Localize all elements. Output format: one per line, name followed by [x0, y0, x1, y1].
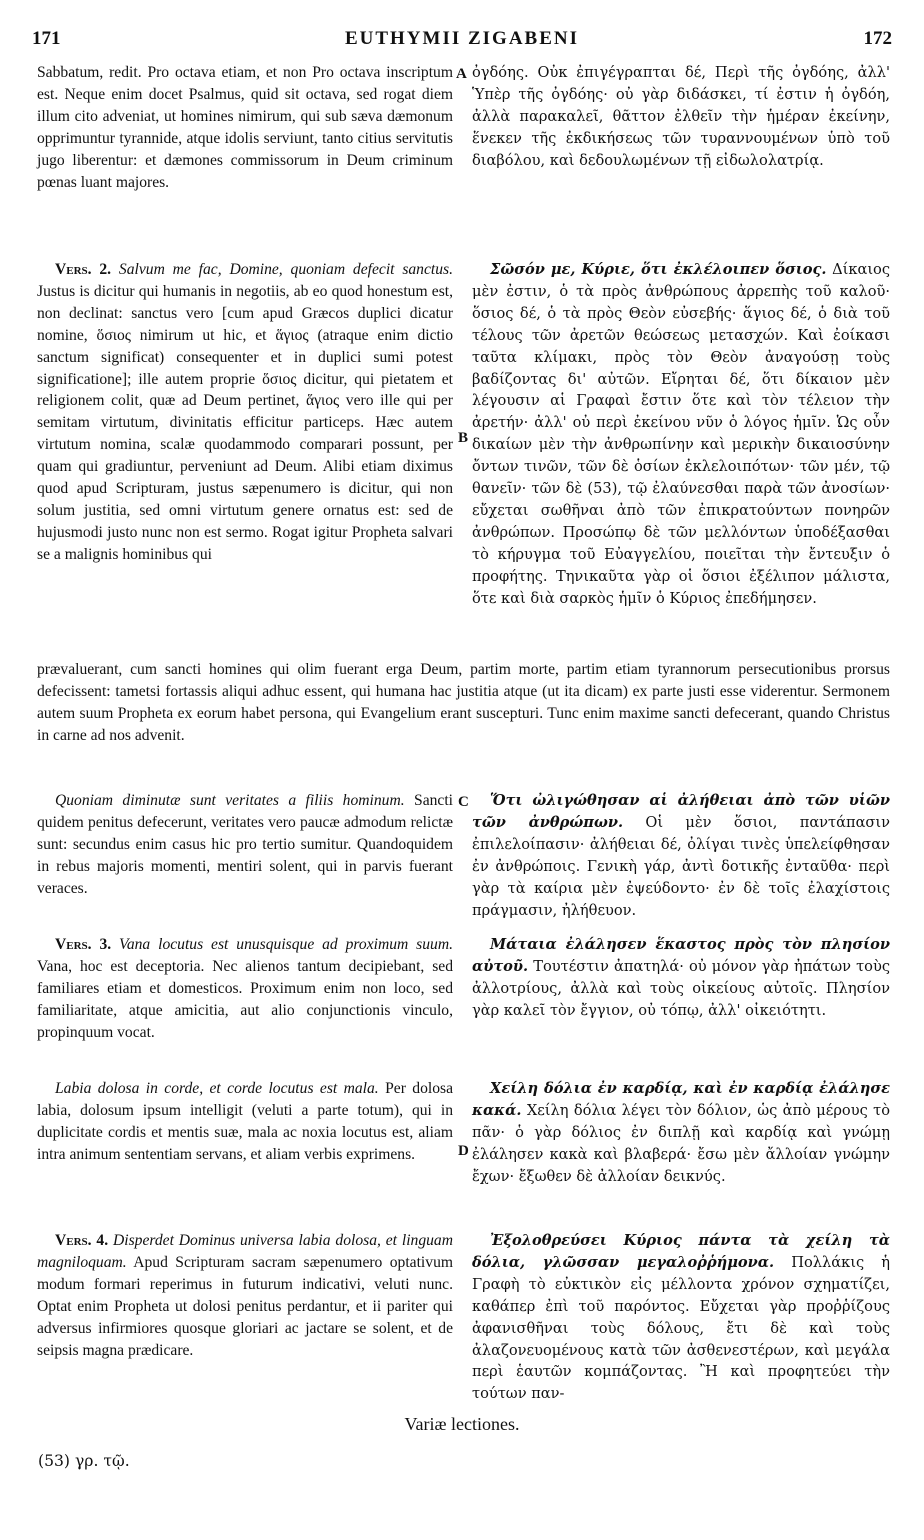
greek-column-section-6	[472, 1230, 890, 1405]
greek-lemma: Σῶσόν με, Κύριε, ὅτι ἐκλέλοιπεν ὅσιος.	[490, 261, 827, 278]
greek-lemma: Ἐξολοθρεύσει Κύριος πάντα τὰ χείλη τὰ δόλια, γλῶσσαν μεγαλοῤῥήμονα.	[472, 1232, 890, 1271]
greek-column-section-4	[472, 934, 890, 1022]
greek-commentary: Οἱ μὲν ὅσιοι, παντάπασιν ἐπιλελοίπασιν· ἀλήθειαι δέ, ὀλίγαι τινὲς ὑπελείφθησαν ἐν ἀνθρώποις. Γενικὴ γάρ, ἀντὶ δοτικῆς ἐνταῦθα· περὶ γὰρ τὰ καίρια μὲν ἐψεύδοντο· ἐν δὲ τοῖς ἐλαχίστοις πράγμασιν, ἠλήθευον.	[472, 813, 890, 919]
latin-lemma: Labia dolosa in corde, et corde locutus est mala.	[55, 1080, 379, 1097]
verse-number: Vers. 2.	[55, 261, 112, 278]
greek-commentary: Πολλάκις ἡ Γραφὴ τὸ εὐκτικὸν εἰς μέλλοντα χρόνον σχηματίζει, καθάπερ ἐπὶ τοῦ παρόντος. Εὔχεται γὰρ προῤῥίζους ἀφανισθῆναι τοὺς δόλους, ἔτι δὲ καὶ τοὺς ἀλαζονευομένους κατὰ τῶν ἀσθενεστέρων, καὶ μεγάλα περὶ ἑαυτῶν κομπάζοντας. Ἢ καὶ προφητεύει τὴν τούτων παν-	[472, 1253, 891, 1403]
latin-column-section-3	[37, 790, 453, 900]
latin-paragraph	[37, 934, 453, 1044]
greek-paragraph	[472, 259, 890, 610]
latin-paragraph	[37, 1230, 453, 1361]
latin-lemma: Disperdet Dominus universa labia dolosa, et linguam magniloquam.	[37, 1232, 453, 1271]
running-title: EUTHYMII ZIGABENI	[344, 28, 580, 49]
greek-column-section-3	[472, 790, 890, 921]
greek-lemma: Χείλη δόλια ἐν καρδίᾳ, καὶ ἐν καρδίᾳ ἐλάλησε κακά.	[472, 1080, 890, 1119]
margin-letter-b: B	[458, 430, 469, 446]
variae-lectiones-heading: Variæ lectiones.	[404, 1414, 520, 1434]
greek-lemma: Ὅτι ὠλιγώθησαν αἱ ἀλήθειαι ἀπὸ τῶν υἱῶν τῶν ἀνθρώπων.	[472, 792, 890, 831]
greek-commentary: Τουτέστιν ἀπατηλά· οὐ μόνον γὰρ ἠπάτων τοὺς ἀλλοτρίους, ἀλλὰ καὶ τοὺς οἰκείους αὐτοῖς. Πλησίον γὰρ καλεῖ τὸν ἔγγιον, οὐ τόπῳ, ἀλλ' οἰκειότητι.	[472, 957, 891, 1019]
latin-commentary: Justus is dicitur qui humanis in negotiis, ab eo quod honestum est, non declinat: sanctus vero [cum apud Græcos duplici dicatur nomine, ὅσιος nimirum ut hic, et ἅγιος (atraque enim dictio sanctum significat) consequenter et in duplici sumi potest significatione]; ille autem proprie ὅσιος dicitur, qui pietatem et religionem colit, quæ ad Deum pertinet, ἅγιος vero ille qui per semitam virtutum, divinitatis efficitur particeps. Hæc autem virtutum nomina, scalæ quodammodo comparari possunt, per quam qui gradiuntur, perveniunt ad Deum. Alibi etiam diximus quod apud Scripturam, justus sæpenumero is dicitur, qui non solum justitia, sed omni virtutum genere ornatus est: sed de hujusmodi justo nunc non est sermo. Rogat igitur Propheta salvari se a malignis hominibus qui	[37, 282, 453, 563]
full-width-paragraph: prævaluerant, cum sancti homines qui olim fuerant erga Deum, partim morte, partim etiam tyrannorum persecutionibus prorsus defecissent: tametsi fortassis aliqui adhuc essent, qui humana hac justitia atque (ut ita dicam) ex parte justi esse viderentur. Sermonem autem suum Propheta ex eorum habet persona, qui Evangelium erant suscepturi. Tunc enim maxime sancti defecerant, quando Christus in carne ad nos advenit.	[37, 661, 890, 744]
verse-number: Vers. 4.	[55, 1232, 109, 1249]
running-header	[30, 28, 894, 58]
greek-column-section-2	[472, 259, 890, 610]
latin-lemma: Salvum me fac, Domine, quoniam defecit sanctus.	[118, 261, 454, 278]
latin-paragraph	[37, 790, 453, 900]
greek-commentary: Χείλη δόλια λέγει τὸν δόλιον, ὡς ἀπὸ μέρους τὸ πᾶν· ὁ γὰρ δόλιος ἐν διπλῇ καὶ καρδίᾳ καὶ γνώμῃ ἐλάλησεν κακὰ καὶ βλαβερά· ἔσω μὲν ἄλλοίαν γνώμην ἔχων· ἔξωθεν δὲ ἀλλοίαν δεικνύς.	[472, 1101, 890, 1185]
latin-lemma: Vana locutus est unusquisque ad proximum suum.	[119, 936, 453, 953]
greek-column-section-1	[472, 62, 890, 172]
greek-column-section-5	[472, 1078, 890, 1188]
greek-paragraph	[472, 1230, 890, 1405]
verse-number: Vers. 3.	[55, 936, 112, 953]
latin-column-section-2	[37, 259, 453, 566]
greek-paragraph	[472, 1078, 890, 1188]
margin-letter-a: A	[456, 66, 467, 82]
latin-commentary: Apud Scripturam sacram sæpenumero optativum modum formari reperimus in futurum indicativi, veluti nunc. Optat enim Propheta ut dolosi penitus perdantur, et ii pariter qui adversus infirmiores quosque gloriari ac jactare se solent, et de seipsis magna prædicare.	[37, 1253, 453, 1359]
latin-commentary: Per dolosa labia, dolosum ipsum intelligit (veluti a parte totum), qui in duplicitate cordis et mentis suæ, mala ac noxia locutus est, aliam intra animum sententiam servans, et aliam verbis exprimens.	[37, 1080, 453, 1163]
greek-lemma: Μάταια ἐλάλησεν ἕκαστος πρὸς τὸν πλησίον αὐτοῦ.	[472, 936, 890, 975]
latin-lemma: Quoniam diminutæ sunt veritates a filiis hominum.	[55, 792, 405, 809]
margin-letter-c: C	[458, 794, 469, 810]
page-number-left: 171	[32, 28, 61, 49]
latin-column-section-6	[37, 1230, 453, 1361]
greek-commentary: Δίκαιος μὲν ἐστιν, ὁ τὰ πρὸς ἀνθρώπους ἀρρεπὴς τοῦ καλοῦ· ὅσιος δέ, ὁ τὰ πρὸς Θεὸν εὐσεβής· ἅγιος δέ, ὁ διὰ τοῦ τέλους τῶν ἀρετῶν θεώσεως μετασχών. Καὶ ἐοίκασι ταῦτα κλίμακι, πρὸς τὸν Θεὸν ἀναγούσῃ τοὺς βαδίζοντας δι' αὐτῶν. Εἴρηται δέ, ὅτι δίκαιον μὲν λέγουσιν αἱ Γραφαὶ ἔστιν ὅτε καὶ τὸν τέλειον τὴν ἀρετήν· ἀλλ' οὐ περὶ ἐκείνου νῦν ὁ λόγος ἡμῖν. Ὡς οὖν δικαίων μὲν τὴν ἀνθρωπίνην καὶ μερικὴν δικαιοσύνην ὄντων τινῶν, τῶν δὲ ὁσίων ἐκλελοιπότων· τῶν μέν, τῷ θανεῖν· τῶν δὲ (53), τῷ ἐλαύνεσθαι παρὰ τῶν ἀνοσίων· εὔχεται σωθῆναι ἀπὸ τῶν ἐπικρατούντων πονηρῶν ἀνθρώπων. Προσώπῳ δὲ τῶν μελλόντων ὑποδέξασθαι τὸ κήρυγμα τοῦ Εὐαγγελίου, ποιεῖται τὴν ἔντευξιν ὁ προφήτης. Τηνικαῦτα γὰρ οἱ ὅσιοι ἐξέλιπον μάλιστα, ὅτε καὶ διὰ σαρκὸς ἡμῖν ὁ Κύριος ἐπεδήμησεν.	[472, 261, 890, 607]
latin-commentary: Sancti quidem penitus defecerunt, veritates vero paucæ admodum relictæ sunt: secundus enim casus hic pro tertio sumitur. Quandoquidem in rebus majoris momenti, mentiri solent, qui in parvis fuerant veraces.	[37, 792, 453, 897]
greek-paragraph: ὀγδόης. Οὐκ ἐπιγέγραπται δέ, Περὶ τῆς ὀγδόης, ἀλλ' Ὑπὲρ τῆς ὀγδόης· οὐ γὰρ διδάσκει, τί ἐστιν ἡ ὀγδόη, ἀλλὰ παρακαλεῖ, θᾶττον ἐλθεῖν τὴν ἡμέραν ἐκείνην, ἕνεκεν τῆς ἐκδικήσεως τῶν τυραννουμένων ὑπὸ τοῦ διαβόλου, καὶ δεδουλωμένων τῇ εἰδωλολατρίᾳ.	[472, 64, 890, 169]
greek-paragraph	[472, 790, 890, 921]
latin-column-section-1	[37, 62, 453, 193]
page-number-right: 172	[863, 28, 892, 49]
latin-paragraph	[37, 259, 453, 566]
latin-column-section-4	[37, 934, 453, 1044]
latin-column-section-5	[37, 1078, 453, 1166]
latin-paragraph: Sabbatum, redit. Pro octava etiam, et non Pro octava inscriptum est. Neque enim docet Psalmus, quid sit octava, sed rogat diem illum cito adveniat, ut homines nimirum, qui sub sæva dæmonum opprimuntur tyrannide, atque idolis serviunt, tanto citius servitutis jugo liberentur: et dæmones commissorum in Deum criminum pœnas luant majores.	[37, 64, 453, 191]
greek-paragraph	[472, 934, 890, 1022]
latin-commentary: Vana, hoc est deceptoria. Nec alienos tantum decipiebant, sed familiares etiam et domesticos. Proximum enim non loco, sed familiaritate, atque amicitia, aut alio conjunctionis vinculo, propinquum vocat.	[37, 957, 453, 1041]
variant-note: (53) γρ. τῷ.	[38, 1452, 130, 1470]
latin-paragraph	[37, 1078, 453, 1166]
margin-letter-d: D	[458, 1143, 469, 1159]
